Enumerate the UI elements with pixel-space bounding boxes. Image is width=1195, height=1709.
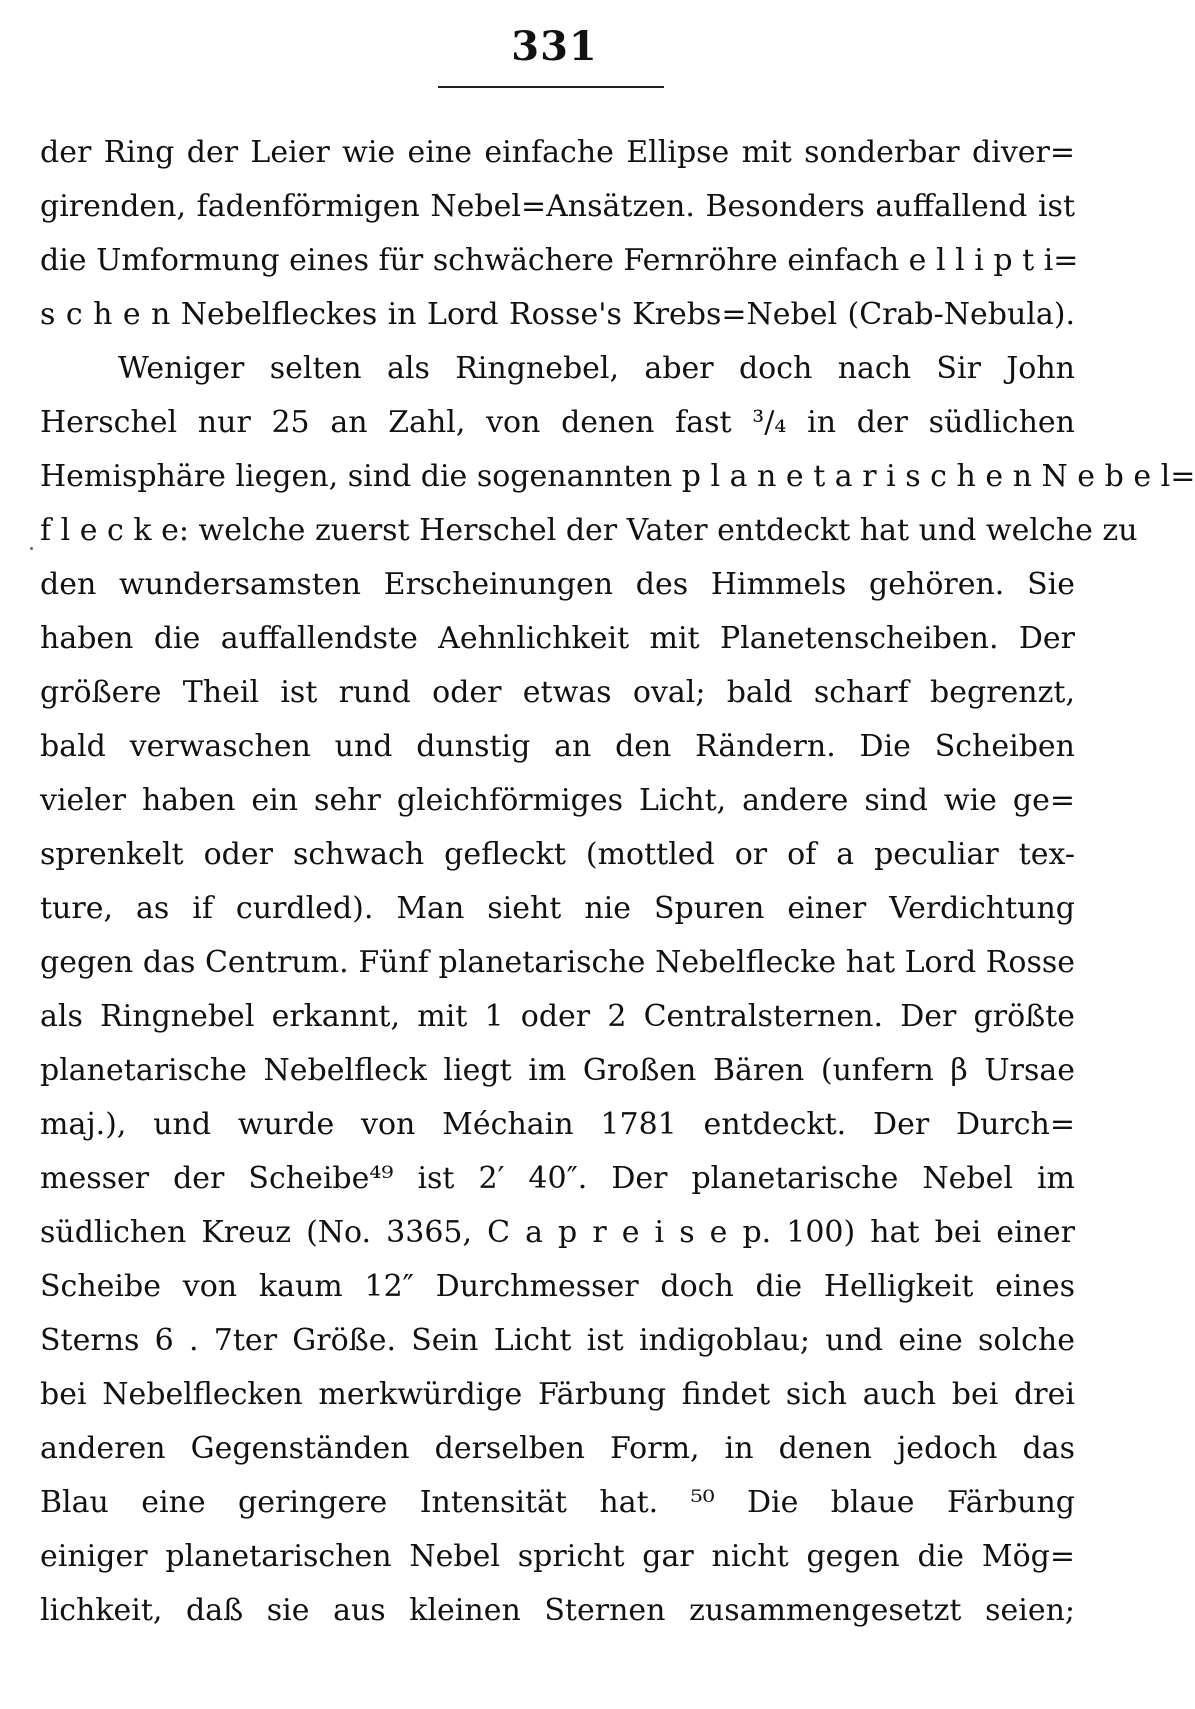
text-line: vieler haben ein sehr gleichförmiges Licht, andere sind wie ge= bbox=[40, 783, 1075, 818]
header-rule bbox=[438, 86, 664, 88]
text-line: südlichen Kreuz (No. 3365, C a p r e i s e p. 100) hat bei einer bbox=[40, 1215, 1075, 1250]
text-line: Blau eine geringere Intensität hat. ⁵⁰ Die blaue Färbung bbox=[40, 1485, 1075, 1520]
text-line: als Ringnebel erkannt, mit 1 oder 2 Centralsternen. Der größte bbox=[40, 999, 1075, 1034]
text-line: Herschel nur 25 an Zahl, von denen fast ³/₄ in der südlichen bbox=[40, 405, 1075, 440]
text-line: messer der Scheibe⁴⁹ ist 2′ 40″. Der planetarische Nebel im bbox=[40, 1161, 1075, 1196]
text-line: sprenkelt oder schwach gefleckt (mottled or of a peculiar tex- bbox=[40, 837, 1075, 872]
body-text bbox=[40, 126, 1195, 1638]
text-line: die Umformung eines für schwächere Fernröhre einfach e l l i p t i= bbox=[40, 243, 1079, 278]
text-line: f l e c k e: welche zuerst Herschel der Vater entdeckt hat und welche zu bbox=[40, 513, 1138, 548]
text-line: ture, as if curdled). Man sieht nie Spuren einer Verdichtung bbox=[40, 891, 1075, 926]
text-line: planetarische Nebelfleck liegt im Großen Bären (unfern β Ursae bbox=[40, 1053, 1075, 1088]
text-line: der Ring der Leier wie eine einfache Ellipse mit sonderbar diver= bbox=[40, 135, 1075, 170]
text-line: lichkeit, daß sie aus kleinen Sternen zusammengesetzt seien; bbox=[40, 1593, 1075, 1628]
text-line: Hemisphäre liegen, sind die sogenannten p l a n e t a r i s c h e n N e b e l= bbox=[40, 459, 1195, 494]
text-line: s c h e n Nebelfleckes in Lord Rosse's Krebs=Nebel (Crab-Nebula). bbox=[40, 297, 1075, 332]
text-line: anderen Gegenständen derselben Form, in denen jedoch das bbox=[40, 1431, 1075, 1466]
text-line: Sterns 6 . 7ter Größe. Sein Licht ist indigoblau; und eine solche bbox=[40, 1323, 1075, 1358]
text-line: haben die auffallendste Aehnlichkeit mit Planetenscheiben. Der bbox=[40, 621, 1075, 656]
text-line: größere Theil ist rund oder etwas oval; bald scharf begrenzt, bbox=[40, 675, 1075, 710]
text-line: einiger planetarischen Nebel spricht gar nicht gegen die Mög= bbox=[40, 1539, 1075, 1574]
text-line: bei Nebelflecken merkwürdige Färbung findet sich auch bei drei bbox=[40, 1377, 1075, 1412]
text-line: girenden, fadenförmigen Nebel=Ansätzen. Besonders auffallend ist bbox=[40, 189, 1075, 224]
print-speck bbox=[30, 547, 33, 550]
text-line: gegen das Centrum. Fünf planetarische Nebelflecke hat Lord Rosse bbox=[40, 945, 1075, 980]
text-line: Weniger selten als Ringnebel, aber doch nach Sir John bbox=[118, 351, 1075, 386]
page-number: 331 bbox=[511, 23, 598, 70]
text-line: bald verwaschen und dunstig an den Rändern. Die Scheiben bbox=[40, 729, 1075, 764]
text-line: Scheibe von kaum 12″ Durchmesser doch die Helligkeit eines bbox=[40, 1269, 1075, 1304]
text-line: den wundersamsten Erscheinungen des Himmels gehören. Sie bbox=[40, 567, 1075, 602]
text-line: maj.), und wurde von Méchain 1781 entdeckt. Der Durch= bbox=[40, 1107, 1075, 1142]
